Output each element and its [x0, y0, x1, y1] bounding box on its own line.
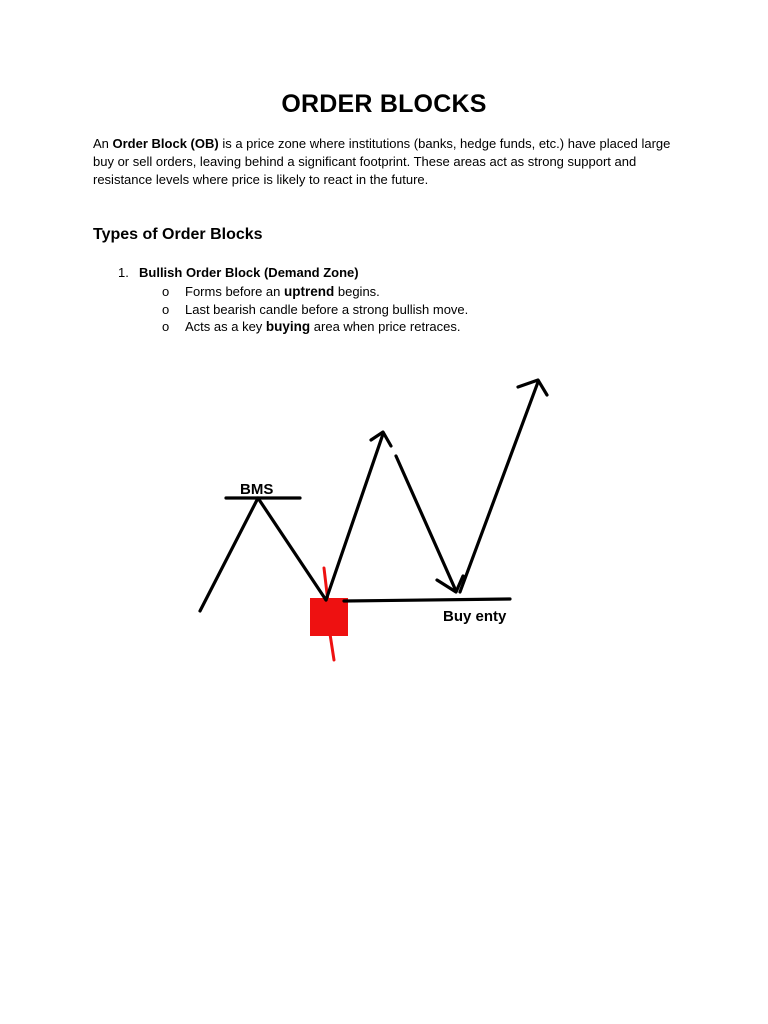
- bullet-icon: o: [162, 302, 170, 317]
- bullet-text-after: begins.: [334, 284, 380, 299]
- bullet-text-bold: uptrend: [284, 284, 335, 299]
- bullet-icon: o: [162, 319, 170, 334]
- price-leg-down-1: [258, 498, 326, 600]
- intro-term: Order Block (OB): [112, 136, 219, 151]
- bullet-text-before: Last bearish candle before a strong bullish move.: [185, 302, 469, 317]
- price-leg-down-2: [396, 456, 456, 591]
- bullet-icon: o: [162, 284, 170, 299]
- intro-suffix: is a price zone where institutions (banks, hedge funds, etc.) have placed large buy or sell orders, leaving behind a significant footprint. These areas act as strong support and resistance levels where price is likely to react in the future.: [93, 136, 671, 187]
- price-leg-up-2: [326, 434, 383, 600]
- candle-body: [310, 598, 348, 636]
- list-heading: Bullish Order Block (Demand Zone): [139, 265, 359, 280]
- page-title: ORDER BLOCKS: [281, 90, 487, 118]
- list-number: 1.: [118, 265, 129, 280]
- price-leg-up-3: [460, 382, 538, 592]
- section-heading: Types of Order Blocks: [93, 226, 263, 243]
- bullet-text-bold: buying: [265, 319, 311, 334]
- bullet-text-after: area when price retraces.: [310, 319, 461, 334]
- bullet-text-before: Acts as a key: [185, 319, 266, 334]
- bullet-text-before: Forms before an: [185, 284, 284, 299]
- order-block-level-line: [344, 599, 510, 601]
- intro-prefix: An: [93, 136, 113, 151]
- bms-label: BMS: [240, 481, 274, 498]
- buy-entry-label: Buy enty: [443, 608, 507, 625]
- price-leg-up-1: [200, 498, 258, 611]
- candle-lower-wick: [330, 634, 334, 660]
